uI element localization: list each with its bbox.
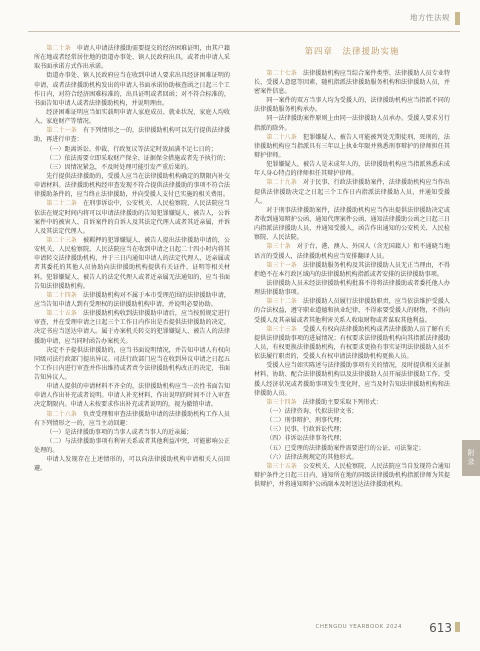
article-number: 第二十八条 (266, 133, 297, 141)
paragraph (254, 297, 450, 324)
paragraph-text: 在刑事诉讼中，公安机关、人民检察院、人民法院应当依法在规定时间内将可以申请法律援助的告知犯罪嫌疑人、被告人，公诉案件中的被害人、自诉案件的自诉人及其法定代理人或者其近亲属，并诉人及其法定代理人。 (34, 200, 230, 235)
paragraph (34, 437, 230, 455)
left-column (34, 44, 230, 599)
paragraph-text: 同一法律援助案件原则上由同一法律援助人员承办。受援人要求另行指派的除外。 (254, 115, 450, 132)
paragraph-text: 先行提供法律援助的，受援人应当在法律援助机构确定的期限内补交申请材料。法律援助机构经审查发现不符合提供法律援助的事项不符合法律援助条件的，应当终止法律援助，并向受援人支付已实施的相关费用。 (34, 172, 230, 199)
paragraph (34, 428, 230, 437)
paragraph (254, 398, 450, 407)
right-column (254, 44, 450, 599)
paragraph (254, 160, 450, 178)
article-number: 第三十二条 (266, 298, 297, 306)
article-number: 第二十六条 (46, 410, 77, 418)
article-number: 第二十三条 (46, 236, 77, 244)
paragraph (254, 96, 450, 114)
paragraph-text: 法律援助服务机构及其法律援助人员无正当理由，不得拒绝不在本行政区域内的法律援助机构指派或者安排的法律援助事项。 (254, 261, 450, 278)
paragraph-text: （二）与法律援助事项有利害关系或者其他利益冲突，可能影响公正处理的。 (34, 438, 230, 455)
paragraph (34, 71, 230, 108)
paragraph (34, 163, 230, 172)
paragraph (34, 154, 230, 163)
paragraph (254, 279, 450, 297)
paragraph-text: 法律援助机构对不属于本市受理范围的法律援助申请，应当告知申请人到有受理权的法律援助机构申请，并说明必要协助。 (34, 291, 230, 308)
paragraph-text: （三）民事、行政诉讼代理； (266, 426, 346, 434)
paragraph-text: 受援人应当如实陈述与法律援助事项有关的情况，及时提供相关证据材料，协助、配合法律援助机构以及法律援助人员开展法律援助工作。受援人经济状况或者援助事项发生变化时，应当及时告知法律援助机构和法律援助人员。 (254, 362, 450, 397)
article-number: 第二十四条 (46, 291, 77, 299)
paragraph-text: 有下列情形之一的，法律援助机构可以先行提供法律援助，再进行审查： (34, 127, 230, 144)
paragraph-text: 法律援助人员未经法律援助机构批准不得将法律援助或者委托他人办理法律援助事项。 (254, 279, 450, 297)
article-number: 第二十九条 (266, 179, 297, 187)
paragraph-text: 对于台、港、澳人、外国人（含无国籍人）和不通晓当地语言的受援人，法律援助机构应当安排翻译人员。 (254, 243, 450, 260)
paragraph (254, 407, 450, 416)
paragraph (34, 199, 230, 236)
paragraph-text: 受援人有权向法律援助机构或者法律援助人员了解有关提供法律援助事项的进展情况；有权要求法律援助机构向其指派法律援助人员，有权更换法律援助机构，有权要求更换有事实证明法律援助人员不依法履行职责的，受援人有权申请法律援助机构更换人员。 (254, 325, 450, 361)
paragraph (34, 44, 230, 71)
article-number: 第三十三条 (266, 325, 297, 333)
paragraph-text: 决定不予提供法律援助的，应当书面说明情况，并告知申请人有权向同级司法行政部门提出异议。司法行政部门应当在收到异议申请之日起五个工作日内进行审查并作出维持或者责令法律援助机构改正的决定，书面告知异议人。 (34, 346, 230, 382)
paragraph (34, 410, 230, 428)
paragraph (254, 261, 450, 279)
paragraph-text: （四）非诉讼法律事务代理； (266, 435, 346, 443)
paragraph-text: （一）距离诉讼、仲裁、行政复议等法定时效届满不足七日的； (46, 145, 217, 153)
paragraph-text: （六）法律法规规定的其他形式。 (266, 453, 358, 461)
paragraph (254, 242, 450, 260)
paragraph (254, 178, 450, 205)
paragraph (254, 416, 450, 425)
paragraph-text: （一）法律咨询、代拟法律文书； (266, 407, 358, 415)
running-head: 地方性法规 (410, 13, 450, 22)
paragraph (254, 453, 450, 462)
paragraph-text: 对于民事、行政法律援助案件，法律援助机构应当作出提供法律援助决定之日起三个工作日内指派法律援助人员，并通知受援人。 (254, 179, 450, 205)
paragraph (254, 361, 450, 398)
paragraph (254, 444, 450, 453)
paragraph (34, 172, 230, 199)
paragraph-text: 公安机关、人民检察院、人民法院应当自发现符合通知辩护条件之日起三日内，通知所在地的同级法律援助机构指派律师为其提供辩护，并将通知辩护公函副本及时送达法律援助机构。 (254, 462, 450, 489)
appendix-side-tab: 附录 (462, 440, 480, 476)
paragraph-text: 申请人发现存在上述情形的，可以向法律援助机构申请相关人员回避。 (34, 456, 230, 473)
paragraph (254, 69, 450, 96)
paragraph-text: 经济困难证明应当如实载明申请人家庭成员、就业状况、家庭人均收入、家庭财产等情况。 (34, 108, 230, 126)
paragraph (254, 206, 450, 243)
article-number: 第二十五条 (46, 310, 77, 318)
paragraph-text: 对于刑事法律援助案件，法律援助机构应当作出提供法律援助决定或者收到通知辩护公函、通知代理案件公函、通知法律援助公函之日起三日内指派法律援助人员，并通知受援人，函告作出通知的公安机关、人民检察院、人民法院。 (254, 206, 450, 242)
paragraph-text: 法律援助主要采取下列形式： (302, 398, 382, 406)
paragraph-text: 申请人申请法律援助需要提交的经济困难证明，由其户籍所在地或者经常居住地的街道办事处、镇人民政府出具，或者由申请人采取书面承诺方式作出承诺。 (34, 45, 230, 71)
paragraph-text: 被羁押的犯罪嫌疑人、被告人提出法律援助申请的，公安机关、人民检察院、人民法院应当在收到申请之日起二十四小时内将其申请转交法律援助机构，并于三日内通知申请人的法定代理人、近亲属或者其委托的其他人员协助向法律援助机构提供有关证件、证明等相关材料。犯罪嫌疑人、被告人的法定代理人或者近亲属无法通知的，应当书面告知法律援助机构。 (34, 236, 230, 290)
paragraph-text: 犯罪嫌疑人、被告人可能被判处无期徒刑、死刑的，法律援助机构应当指派具有三年以上执业年限并熟悉刑事辩护的律师担任其辩护律师。 (254, 133, 450, 160)
chapter-title: 第四章 法律援助实施 (304, 47, 400, 57)
paragraph (34, 382, 230, 409)
header-rule (28, 31, 460, 32)
page-number: 613 (429, 621, 452, 635)
paragraph (254, 425, 450, 434)
article-number: 第二十条 (46, 45, 71, 52)
paragraph-text: （一）是法律援助事项的当事人或者当事人的近亲属； (46, 428, 193, 436)
paragraph (254, 462, 450, 489)
paragraph (34, 126, 230, 144)
paragraph (254, 114, 450, 132)
article-number: 第三十五条 (266, 462, 297, 470)
paragraph (254, 325, 450, 362)
paragraph-text: 犯罪嫌疑人、被告人是未成年人的，法律援助机构应当指派熟悉未成年人身心特点的律师担任其辩护律师。 (254, 161, 450, 178)
paragraph-text: 法律援助机构应当综合案件类型、法律援助人员专业特长、受援人意愿等因素，随机指派法律援助服务机构和法律援助人员，并密案件信息。 (254, 69, 450, 96)
paragraph (34, 346, 230, 383)
paragraph-text: （五）已受理的法律援助案件需要进行的公证、司法鉴定； (266, 444, 425, 452)
paragraph-text: （二）刑事辩护、刑事代理； (266, 417, 346, 425)
paragraph-text: 申请人提供的申请材料不齐全的，法律援助机构应当一次性书面告知申请人作出补充或者说明。申请人补充材料、作出说明的时间不计入审查决定期限内。申请人未按要求作出补充或者说明的，视为撤销申请。 (34, 383, 230, 409)
paragraph-text: 法律援助机构收到法律援助申请后，应当按照规定进行审查，并在受理申请之日起三个工作日内作出是否提供法律援助的决定，决定书应当送达申请人。属于办案机关转交的犯罪嫌疑人、被告人的法律援助申请，应当同时函告办案机关。 (34, 310, 230, 345)
paragraph-text: 法律援助人员履行法律援助职责，应当依法维护受援人的合法权益，遵守职业道德和执业纪律，不得索要受援人的财物，不得向受援人及其亲属或者其他利害关系人收取财物或者谋取其他利益。 (254, 298, 450, 324)
paragraph (34, 291, 230, 309)
article-number: 第三十条 (266, 243, 291, 251)
header-decoration (455, 12, 460, 25)
paragraph-text: 负责受理和审查法律援助申请的法律援助机构工作人员有下列情形之一的，应当主动回避： (34, 410, 230, 427)
article-number: 第二十二条 (46, 200, 77, 208)
article-number: 第二十一条 (46, 127, 77, 135)
yearbook-label: CHENGDU YEARBOOK 2024 (315, 624, 402, 630)
paragraph (34, 108, 230, 126)
paragraph (254, 434, 450, 443)
paragraph-text: 街道办事处、镇人民政府应当在收到申请人要求出具经济困难证明的申请，或者法律援助机构发出的申请人书面承诺协助核查函之日起三个工作日内，对符合经济困难标准的，出具证明或者回函；对不符合标准的，书面告知申请人或者法律援助机构，并说明理由。 (34, 72, 230, 107)
paragraph (34, 236, 230, 291)
paragraph (34, 455, 230, 473)
paragraph (34, 309, 230, 346)
article-number: 第三十一条 (266, 261, 297, 269)
paragraph (254, 133, 450, 160)
paragraph-text: 同一案件的双方当事人均为受援人的，法律援助机构应当指派不同的法律援助服务机构承办。 (254, 97, 450, 114)
article-number: 第二十七条 (266, 69, 297, 77)
paragraph-text: （三）因情况紧急，不及时处理可能引发严重后果的。 (46, 163, 193, 171)
paragraph-text: （二）依法需要立即采取财产保全、证据保全措施或者先予执行的； (46, 154, 229, 162)
footer-decoration (455, 622, 460, 632)
paragraph (34, 145, 230, 154)
article-number: 第三十四条 (266, 398, 297, 406)
